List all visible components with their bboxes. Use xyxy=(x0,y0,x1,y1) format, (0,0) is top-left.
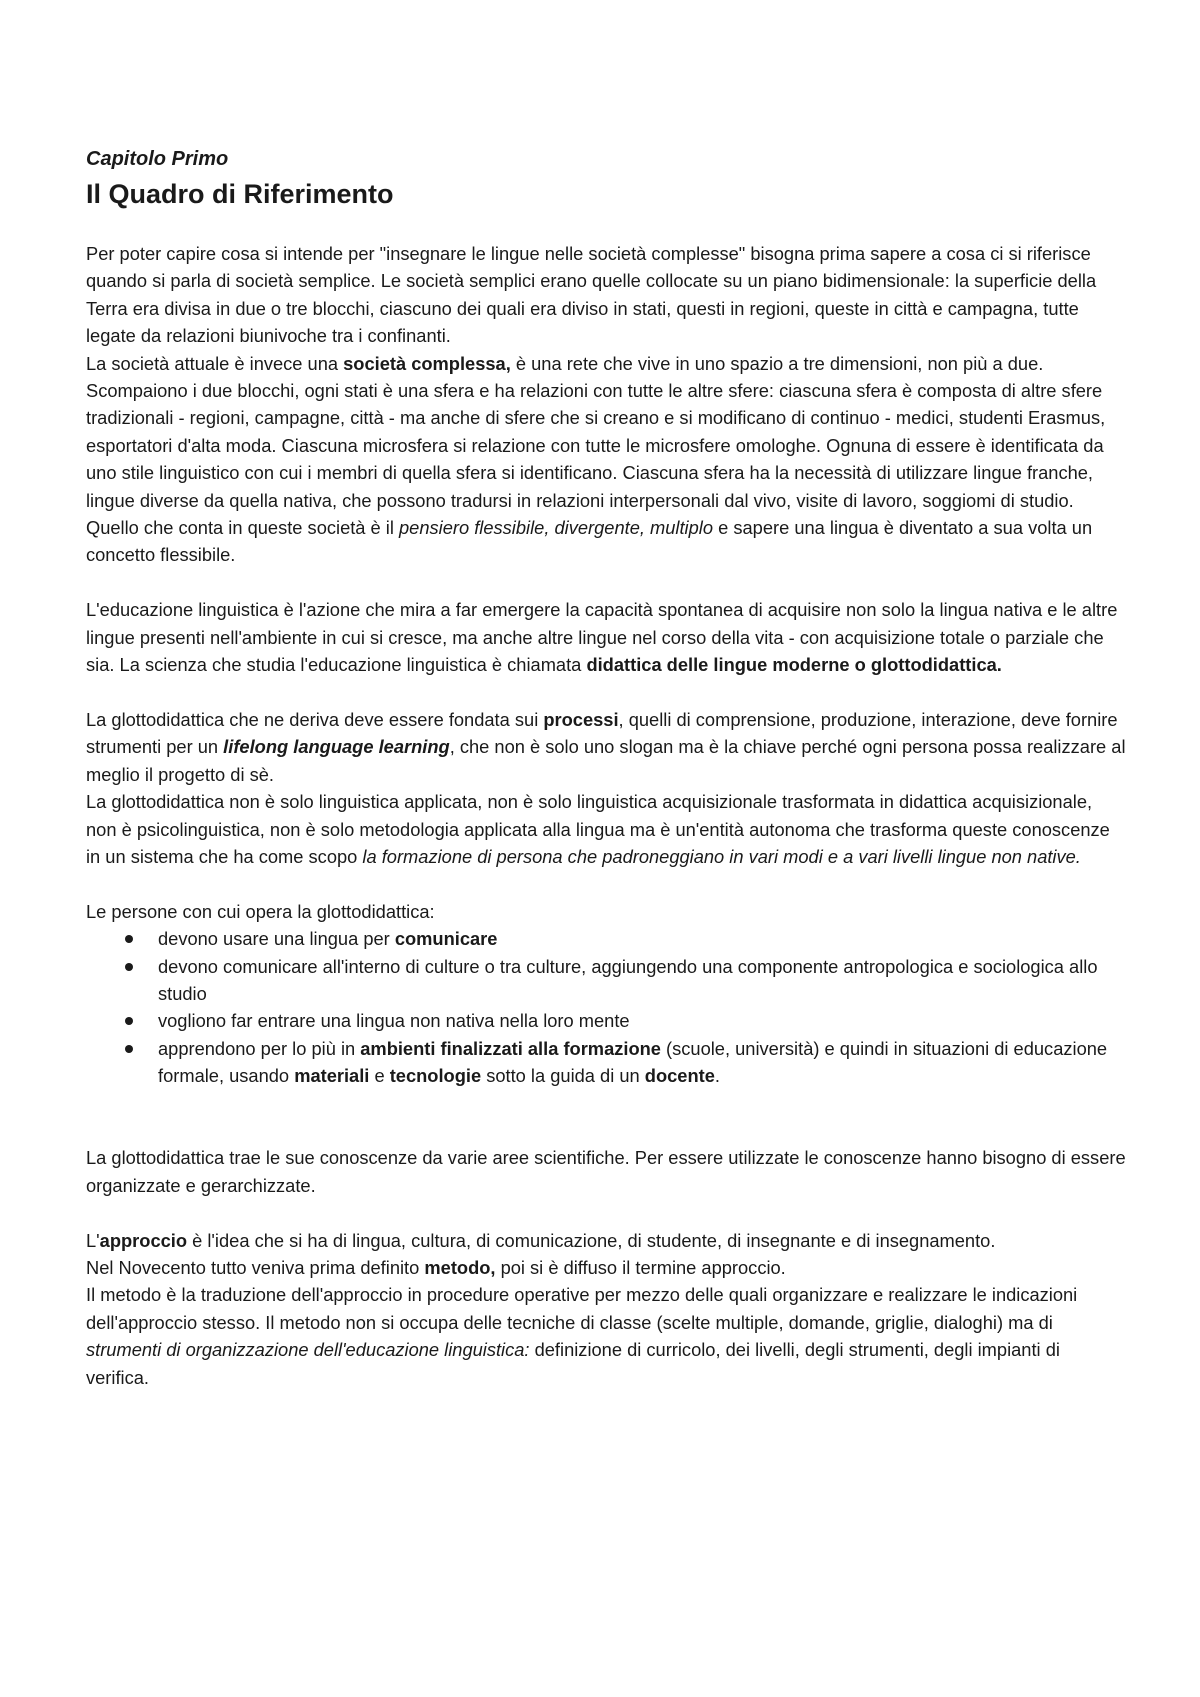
chapter-label: Capitolo Primo xyxy=(86,148,229,170)
term-ambienti-formazione: ambienti finalizzati alla formazione xyxy=(360,1037,661,1059)
paragraph-societa-complessa: La società attuale è invece una società complessa, è una rete che vive in uno spazio a tre dimensioni, non più a due. Scompaiono i due blocchi, ogni stati è una sfera e ha relazioni con tutte le altre sfere: ciascuna sfera è composta di altre sfere tradizionali - regioni, campagne, città - ma anche di sfere che si creano e si modificano di continuo - medici, studenti Erasmus, esportatori d'alta moda. Ciascuna microsfera si relazione con tutte le microsfere omologhe. Ognuna di essere è identificata da uno stile linguistico con cui i membri di quella sfera si identificano. Ciascuna sfera ha la necessità di utilizzare lingue franche, lingue diverse da quella nativa, che possono tradursi in relazioni interpersonali dal vivo, visite di lavoro, soggiomi di studio. Quello che conta in queste società è il pensiero flessibile, divergente, multiplo e sapere una lingua è diventato a sua volta un concetto flessibile. xyxy=(86,352,1106,566)
paragraph-educazione-linguistica: L'educazione linguistica è l'azione che mira a far emergere la capacità spontanea di acquisire non solo la lingua nativa e le altre lingue presenti nell'ambiente in cui si cresce, ma anche altre lingue nel corso della vita - con acquisizione totale o parziale che sia. La scienza che studia l'educazione linguistica è chiamata didattica delle lingue moderne o glottodidattica. xyxy=(86,599,1118,676)
term-docente: docente xyxy=(644,1065,715,1087)
term-pensiero-flessibile: pensiero flessibile, divergente, multiplo xyxy=(399,517,714,539)
term-formazione-persona: la formazione di persona che padroneggiano in vari modi e a vari livelli lingue non native. xyxy=(362,845,1081,867)
term-glottodidattica: didattica delle lingue moderne o glottodidattica. xyxy=(586,654,1002,676)
bullet-icon xyxy=(125,1045,133,1053)
paragraph-metodo: Il metodo è la traduzione dell'approccio in procedure operative per mezzo delle quali organizzare e realizzare le indicazioni dell'approccio stesso. Il metodo non si occupa delle tecniche di classe (scelte multiple, domande, griglie, dialoghi) ma di strumenti di organizzazione dell'educazione linguistica: definizione di curricolo, dei livelli, degli strumenti, degli impianti di verifica. xyxy=(86,1284,1078,1388)
paragraph-societa-semplice: Per poter capire cosa si intende per "insegnare le lingue nelle società complesse" bisogna prima sapere a cosa ci si riferisce quando si parla di società semplice. Le società semplici erano quelle collocate su un piano bidimensionale: la superficie della Terra era divisa in due o tre blocchi, ciascuno dei quali era diviso in stati, questi in regioni, queste in città e campagna, tutte legate da relazioni biunivoche tra i confinanti. xyxy=(86,243,1097,347)
term-societa-complessa: società complessa, xyxy=(343,352,511,374)
paragraph-approccio: L'approccio è l'idea che si ha di lingua, cultura, di comunicazione, di studente, di insegnante e di insegnamento. xyxy=(86,1229,996,1251)
paragraph-novecento: Nel Novecento tutto veniva prima definito metodo, poi si è diffuso il termine approccio. xyxy=(86,1256,786,1278)
persone-list xyxy=(86,925,1126,1089)
chapter-title: Il Quadro di Riferimento xyxy=(86,179,394,209)
paragraph-processi: La glottodidattica che ne deriva deve essere fondata sui processi, quelli di comprensione, produzione, interazione, deve fornire strumenti per un lifelong language learning, che non è solo uno slogan ma è la chiave perché ogni persona possa realizzare al meglio il progetto di sè. xyxy=(86,708,1126,785)
term-materiali: materiali xyxy=(294,1065,370,1087)
term-lifelong-learning: lifelong language learning xyxy=(223,736,450,758)
term-strumenti-organizzazione: strumenti di organizzazione dell'educazione linguistica: xyxy=(86,1339,530,1361)
list-item: devono comunicare all'interno di culture o tra culture, aggiungendo una componente antropologica e sociologica allo studio xyxy=(158,953,1126,1008)
bullet-icon xyxy=(125,935,133,943)
bullet-icon xyxy=(125,1017,133,1025)
list-item: apprendono per lo più in ambienti finalizzati alla formazione (scuole, università) e quindi in situazioni di educazione formale, usando materiali e tecnologie sotto la guida di un docente. xyxy=(158,1035,1126,1090)
term-tecnologie: tecnologie xyxy=(389,1065,482,1087)
list-item: devono usare una lingua per comunicare xyxy=(158,925,1126,952)
paragraph-entita-autonoma: La glottodidattica non è solo linguistica applicata, non è solo linguistica acquisizionale trasformata in didattica acquisizionale, non è psicolinguistica, non è solo metodologia applicata alla lingua ma è un'entità autonoma che trasforma queste conoscenze in un sistema che ha come scopo la formazione di persona che padroneggiano in vari modi e a vari livelli lingue non native. xyxy=(86,791,1110,867)
document-page xyxy=(86,144,1126,1391)
bullet-icon xyxy=(125,963,133,971)
term-metodo: metodo, xyxy=(424,1256,496,1278)
term-approccio: approccio xyxy=(99,1229,188,1251)
paragraph-aree-scientifiche: La glottodidattica trae le sue conoscenze da varie aree scientifiche. Per essere utilizzate le conoscenze hanno bisogno di essere organizzate e gerarchizzate. xyxy=(86,1147,1126,1196)
term-processi: processi xyxy=(543,708,619,730)
term-comunicare: comunicare xyxy=(394,928,498,950)
list-item: vogliono far entrare una lingua non nativa nella loro mente xyxy=(158,1007,1126,1034)
paragraph-persone-intro: Le persone con cui opera la glottodidattica: xyxy=(86,900,435,922)
